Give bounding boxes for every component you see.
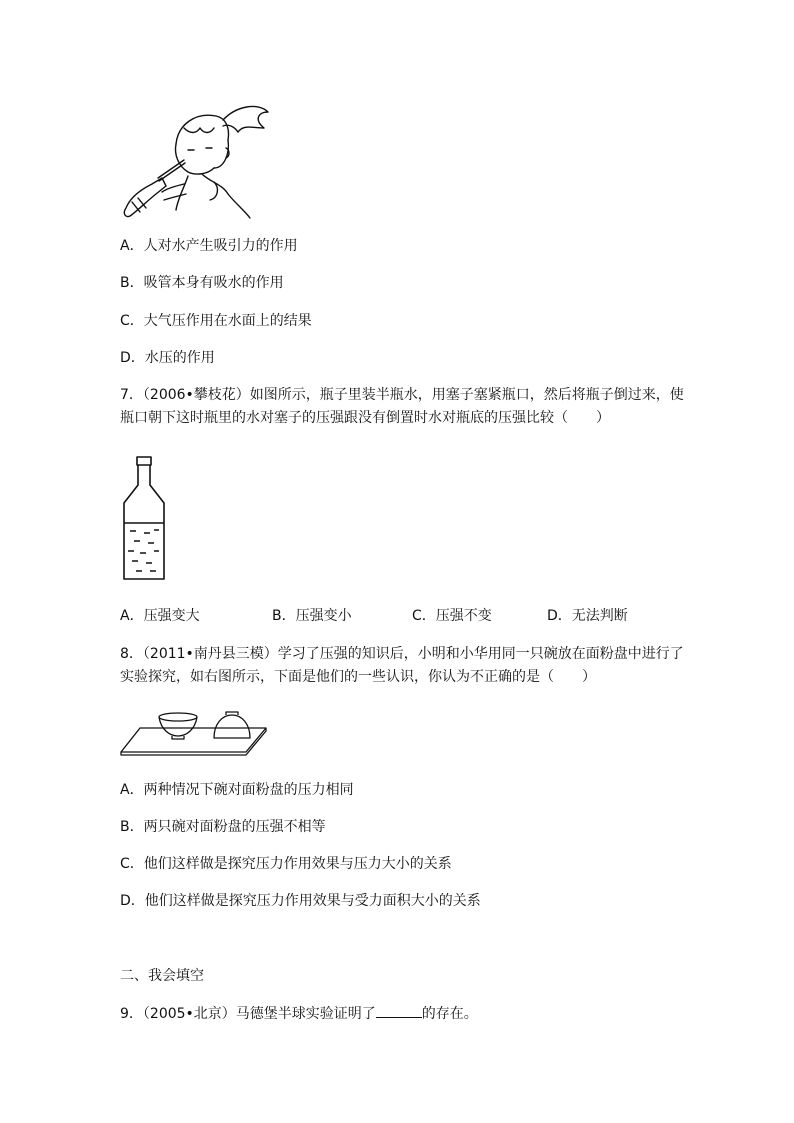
q9-text-before: 9．（2005•北京）马德堡半球实验证明了: [120, 1006, 376, 1022]
girl-drinking-figure: [118, 98, 278, 220]
q7-stem-line1: 7．（2006•攀枝花）如图所示，瓶子里装半瓶水，用塞子塞紧瓶口，然后将瓶子倒过来，使: [120, 387, 684, 403]
q8-option-b: B．两只碗对面粉盘的压强不相等: [120, 819, 326, 835]
q8-option-c: C．他们这样做是探究压力作用效果与压力大小的关系: [120, 856, 452, 872]
q9-answer-blank[interactable]: [376, 1003, 422, 1018]
q8-option-d: D．他们这样做是探究压力作用效果与受力面积大小的关系: [120, 893, 481, 909]
q7-option-b: B．压强变小: [272, 608, 352, 624]
bowls-on-tray-figure: [118, 708, 270, 758]
q7-option-d: D．无法判断: [547, 608, 628, 624]
q6-option-d: D．水压的作用: [120, 350, 215, 366]
q7-option-c: C．压强不变: [412, 608, 492, 624]
q9-text-after: 的存在。: [421, 1006, 478, 1022]
q7-stem-line2: 瓶口朝下这时瓶里的水对塞子的压强跟没有倒置时水对瓶底的压强比较（ ）: [120, 410, 610, 426]
section-title: 二、我会填空: [120, 968, 204, 984]
q8-stem-line2: 实验探究，如右图所示，下面是他们的一些认识，你认为不正确的是（ ）: [120, 669, 596, 685]
q6-option-a: A．人对水产生吸引力的作用: [120, 238, 298, 254]
q8-option-a: A．两种情况下碗对面粉盘的压力相同: [120, 782, 354, 798]
q8-stem-line1: 8．（2011•南丹县三模）学习了压强的知识后，小明和小华用同一只碗放在面粉盘中进行了: [120, 646, 684, 662]
q6-option-c: C．大气压作用在水面上的结果: [120, 313, 312, 329]
q6-option-b: B．吸管本身有吸水的作用: [120, 275, 284, 291]
q9-stem: [120, 1003, 478, 1024]
q7-option-a: A．压强变大: [120, 608, 200, 624]
bottle-figure: [118, 455, 170, 583]
